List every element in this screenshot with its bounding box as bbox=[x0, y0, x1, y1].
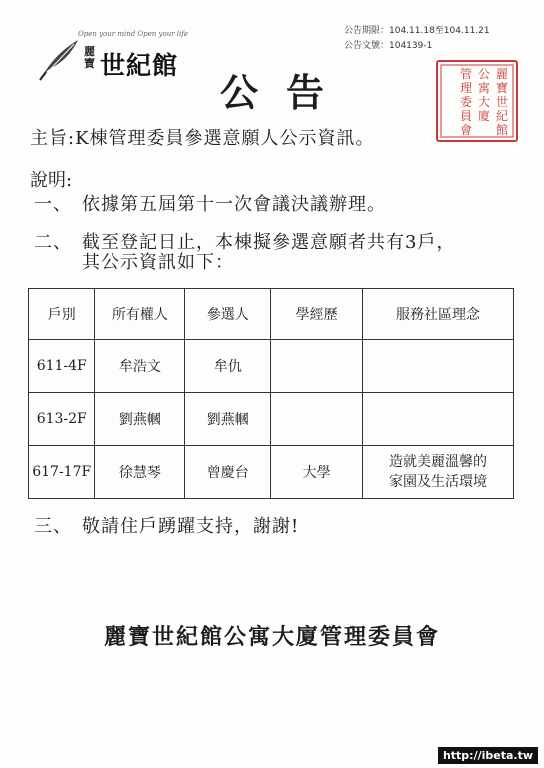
cell-unit: 613-2F bbox=[29, 393, 95, 446]
table-row bbox=[29, 446, 514, 499]
table-row bbox=[29, 393, 514, 446]
svg-text:廈: 廈 bbox=[477, 109, 491, 123]
cell-owner: 徐慧琴 bbox=[95, 446, 185, 499]
cell-owner: 牟浩文 bbox=[95, 340, 185, 393]
cell-owner: 劉燕幗 bbox=[95, 393, 185, 446]
item-one-text: 依據第五屆第十一次會議決議辦理。 bbox=[82, 194, 386, 215]
notice-doc-number: 公告文號：104139-1 bbox=[344, 41, 433, 51]
item-three-text: 敬請住戶踴躍支持，謝謝! bbox=[82, 516, 300, 537]
logo-brand-name: 世紀館 bbox=[100, 51, 179, 80]
svg-text:紀: 紀 bbox=[495, 109, 509, 123]
notice-info bbox=[344, 24, 490, 54]
cell-candidate: 劉燕幗 bbox=[185, 393, 271, 446]
item-two-number: 二、 bbox=[34, 232, 72, 253]
svg-text:寓: 寓 bbox=[477, 81, 491, 95]
item-three bbox=[34, 512, 299, 538]
svg-text:會: 會 bbox=[459, 123, 473, 137]
cell-education bbox=[271, 393, 363, 446]
svg-text:麗: 麗 bbox=[495, 67, 509, 81]
header-unit: 戶別 bbox=[29, 289, 95, 340]
cell-education: 大學 bbox=[271, 446, 363, 499]
cell-philosophy bbox=[363, 340, 514, 393]
svg-text:大: 大 bbox=[477, 95, 491, 109]
item-one bbox=[34, 190, 386, 216]
header-owner: 所有權人 bbox=[95, 289, 185, 340]
cell-philosophy: 造就美麗溫馨的 家園及生活環境 bbox=[363, 446, 514, 499]
cell-candidate: 曾慶台 bbox=[185, 446, 271, 499]
table-row bbox=[29, 340, 514, 393]
svg-text:員: 員 bbox=[459, 109, 473, 123]
cell-candidate: 牟仇 bbox=[185, 340, 271, 393]
document-title: 公告 bbox=[219, 71, 352, 115]
svg-text:館: 館 bbox=[495, 123, 509, 137]
header-candidate: 參選人 bbox=[185, 289, 271, 340]
svg-text:寶: 寶 bbox=[495, 81, 509, 95]
item-three-number: 三、 bbox=[34, 516, 72, 537]
cell-unit: 617-17F bbox=[29, 446, 95, 499]
logo-brand-small: 麗寶 bbox=[84, 45, 95, 70]
svg-text:委: 委 bbox=[459, 95, 473, 109]
item-one-number: 一、 bbox=[34, 194, 72, 215]
item-two-continuation: 其公示資訊如下： bbox=[82, 252, 234, 273]
svg-text:公: 公 bbox=[477, 67, 491, 81]
committee-name: 麗寶世紀館公寓大廈管理委員會 bbox=[103, 624, 440, 650]
cell-unit: 611-4F bbox=[29, 340, 95, 393]
cell-education bbox=[271, 340, 363, 393]
svg-text:世: 世 bbox=[495, 95, 509, 109]
subject-line: 主旨:K棟管理委員參選意願人公示資訊。 bbox=[30, 128, 375, 149]
logo-tagline: Open your mind Open your life bbox=[78, 30, 188, 38]
cell-philosophy bbox=[363, 393, 514, 446]
table-header-row bbox=[29, 289, 514, 340]
candidate-table bbox=[28, 288, 514, 499]
item-two-text: 截至登記日止，本棟擬參選意願者共有3戶， bbox=[82, 232, 456, 253]
notice-period: 公告期限：104.11.18至104.11.21 bbox=[344, 26, 490, 36]
site-watermark: http://ibeta.tw bbox=[438, 747, 538, 764]
svg-text:理: 理 bbox=[459, 81, 473, 95]
description-label: 說明: bbox=[30, 170, 73, 191]
svg-text:管: 管 bbox=[459, 67, 473, 81]
header-philosophy: 服務社區理念 bbox=[363, 289, 514, 340]
header-education: 學經歷 bbox=[271, 289, 363, 340]
